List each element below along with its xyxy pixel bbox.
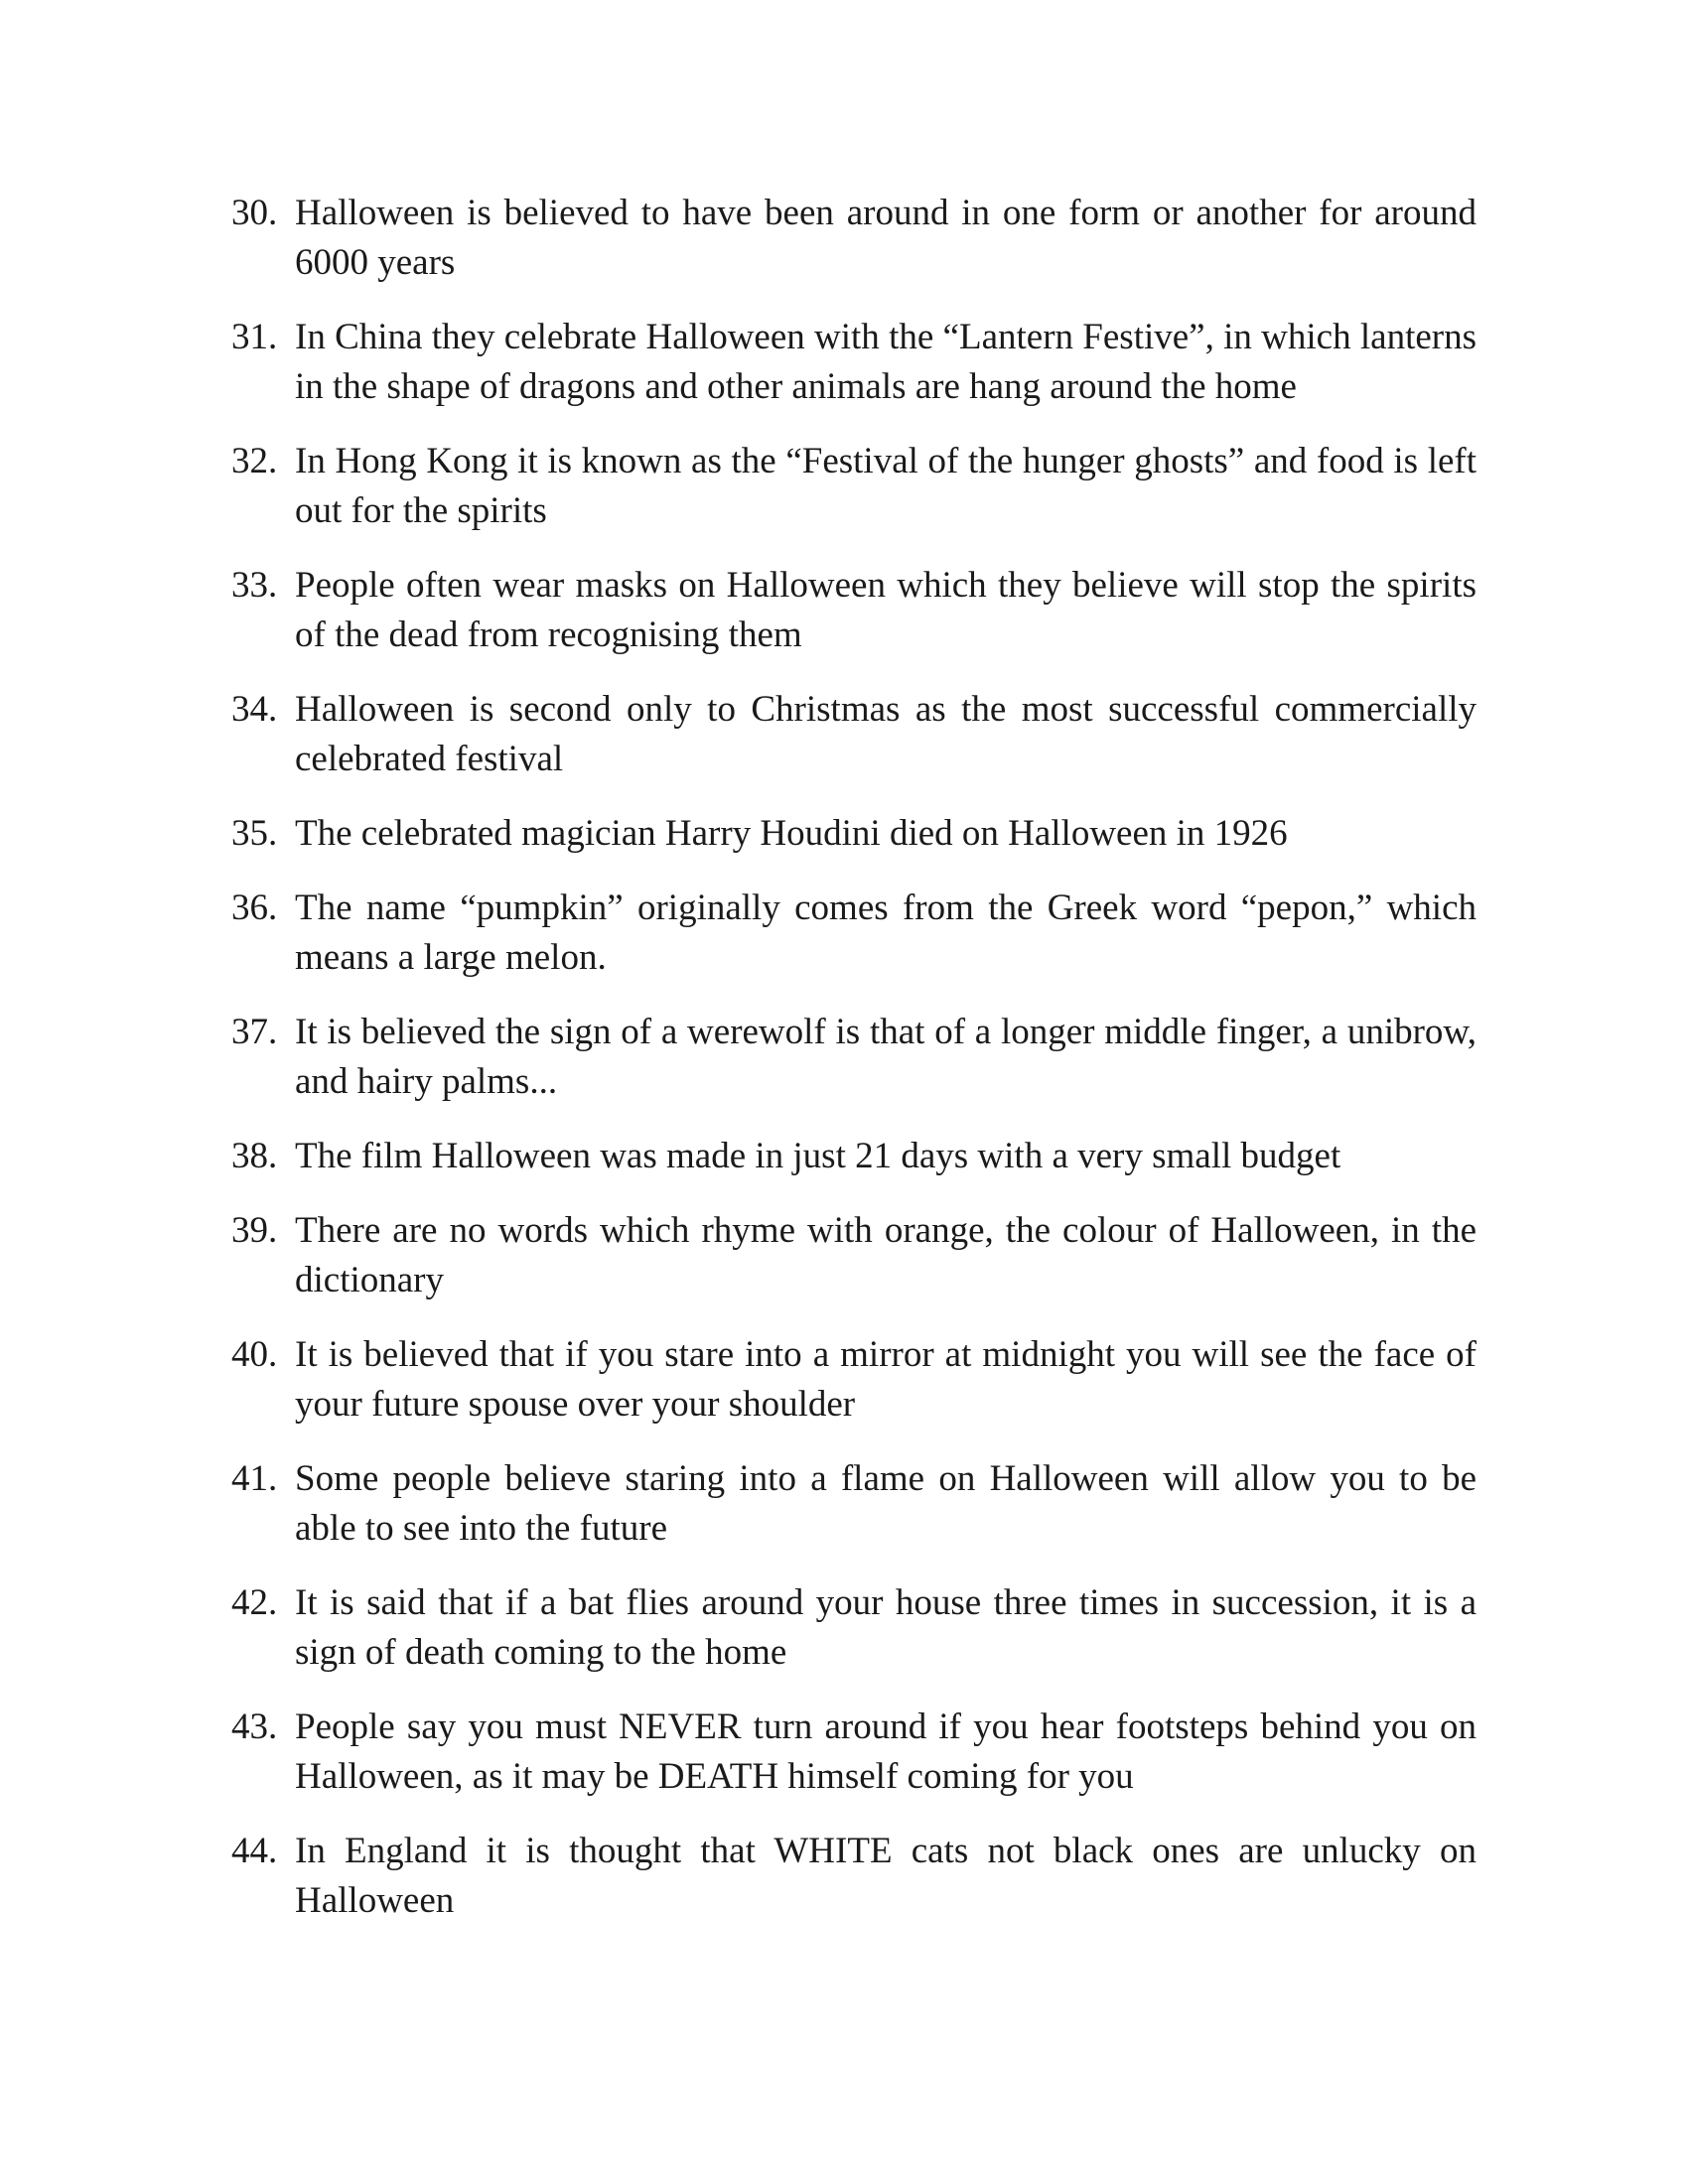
list-item xyxy=(231,809,1477,859)
item-text: It is believed that if you stare into a mirror at midnight you will see the face of your future spouse over your shoulder xyxy=(295,1334,1477,1425)
list-item xyxy=(231,1703,1477,1802)
item-number: 42. xyxy=(231,1582,278,1623)
item-text: People say you must NEVER turn around if you hear footsteps behind you on Halloween, as it may be DEATH himself coming for you xyxy=(295,1706,1477,1797)
item-number: 32. xyxy=(231,441,278,481)
item-text: In England it is thought that WHITE cats not black ones are unlucky on Halloween xyxy=(295,1831,1477,1921)
list-item xyxy=(231,561,1477,660)
list-item xyxy=(231,1330,1477,1430)
list-item xyxy=(231,437,1477,536)
item-number: 37. xyxy=(231,1012,278,1052)
item-text: In China they celebrate Halloween with the “Lantern Festive”, in which lanterns in the shape of dragons and other animals are hang around the home xyxy=(295,317,1477,407)
item-number: 31. xyxy=(231,317,278,357)
item-number: 43. xyxy=(231,1706,278,1747)
item-text: It is said that if a bat flies around your house three times in succession, it is a sign of death coming to the home xyxy=(295,1582,1477,1673)
list-item xyxy=(231,1578,1477,1678)
facts-list xyxy=(231,189,1477,1951)
item-number: 30. xyxy=(231,193,278,233)
item-text: The name “pumpkin” originally comes from the Greek word “pepon,” which means a large melon. xyxy=(295,887,1477,978)
item-text: The film Halloween was made in just 21 days with a very small budget xyxy=(295,1136,1341,1176)
item-text: In Hong Kong it is known as the “Festival of the hunger ghosts” and food is left out for the spirits xyxy=(295,441,1477,531)
item-text: It is believed the sign of a werewolf is that of a longer middle finger, a unibrow, and hairy palms... xyxy=(295,1012,1477,1102)
list-item xyxy=(231,189,1477,288)
item-text: The celebrated magician Harry Houdini died on Halloween in 1926 xyxy=(295,813,1288,854)
item-number: 40. xyxy=(231,1334,278,1375)
list-item xyxy=(231,1454,1477,1554)
item-number: 39. xyxy=(231,1210,278,1251)
item-number: 44. xyxy=(231,1831,278,1871)
list-item xyxy=(231,1827,1477,1926)
item-text: Halloween is second only to Christmas as the most successful commercially celebrated festival xyxy=(295,689,1477,779)
list-item xyxy=(231,1206,1477,1305)
list-item xyxy=(231,1132,1477,1181)
item-number: 33. xyxy=(231,565,278,606)
item-text: There are no words which rhyme with orange, the colour of Halloween, in the dictionary xyxy=(295,1210,1477,1300)
item-number: 36. xyxy=(231,887,278,928)
item-number: 38. xyxy=(231,1136,278,1176)
item-number: 34. xyxy=(231,689,278,730)
list-item xyxy=(231,685,1477,784)
list-item xyxy=(231,1008,1477,1107)
item-text: People often wear masks on Halloween which they believe will stop the spirits of the dead from recognising them xyxy=(295,565,1477,655)
list-item xyxy=(231,884,1477,983)
item-text: Halloween is believed to have been around in one form or another for around 6000 years xyxy=(295,193,1477,283)
list-item xyxy=(231,313,1477,412)
item-number: 35. xyxy=(231,813,278,854)
item-number: 41. xyxy=(231,1458,278,1499)
item-text: Some people believe staring into a flame on Halloween will allow you to be able to see into the future xyxy=(295,1458,1477,1549)
